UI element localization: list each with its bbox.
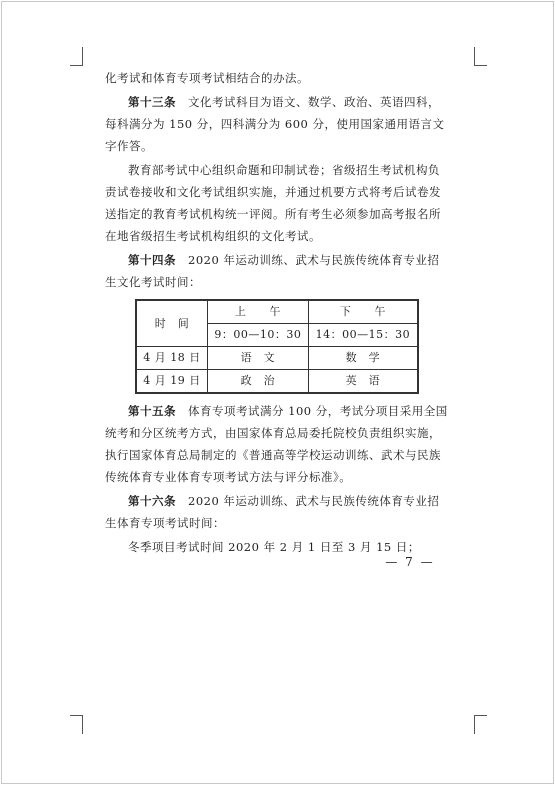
afternoon-time: 14：00—15：30 bbox=[308, 324, 418, 347]
crop-mark-bottom-left bbox=[70, 715, 83, 734]
paragraph-text: 化考试和体育专项考试相结合的办法。 bbox=[105, 71, 309, 85]
exam-schedule-table bbox=[135, 299, 419, 394]
paragraph-text: 教育部考试中心组织命题和印制试卷；省级招生考试机构负责试卷接收和文化考试组织实施，并通过机要方式将考后试卷发送指定的教育考试机构统一评阅。所有考生必须参加高考报名所在地省级招生考试机构组织的文化考试。 bbox=[105, 163, 441, 243]
header-time: 时 间 bbox=[136, 300, 208, 347]
table-row bbox=[136, 347, 418, 370]
row-afternoon-subject: 数 学 bbox=[308, 347, 418, 370]
paragraph bbox=[105, 67, 451, 89]
article-15 bbox=[105, 400, 451, 488]
article-14 bbox=[105, 249, 451, 293]
paragraph-text: 2020 年运动训练、武术与民族传统体育专业招生文化考试时间： bbox=[105, 253, 440, 289]
row-afternoon-subject: 英 语 bbox=[308, 370, 418, 394]
row-morning-subject: 政 治 bbox=[208, 370, 309, 394]
row-date: 4 月 19 日 bbox=[136, 370, 208, 394]
crop-mark-top-right bbox=[474, 47, 487, 66]
article-label: 第十四条 bbox=[128, 253, 176, 267]
row-morning-subject: 语 文 bbox=[208, 347, 309, 370]
paragraph-text: 文化考试科目为语文、数学、政治、英语四科，每科满分为 150 分，四科满分为 600 分，使用国家通用语言文字作答。 bbox=[105, 95, 445, 153]
table-row bbox=[136, 370, 418, 394]
article-label: 第十五条 bbox=[128, 404, 176, 418]
header-afternoon: 下 午 bbox=[308, 300, 418, 324]
paragraph-text: 冬季项目考试时间 2020 年 2 月 1 日至 3 月 15 日； bbox=[128, 540, 420, 554]
morning-time: 9：00—10：30 bbox=[208, 324, 309, 347]
paragraph-text: 体育专项考试满分 100 分，考试分项目采用全国统考和分区统考方式，由国家体育总局委托院校负责组织实施，执行国家体育总局制定的《普通高等学校运动训练、武术与民族传统体育专业体育专项考试方法与评分标准》。 bbox=[105, 404, 448, 484]
article-16 bbox=[105, 490, 451, 534]
document-body bbox=[105, 67, 451, 560]
article-label: 第十六条 bbox=[128, 494, 176, 508]
paragraph bbox=[105, 159, 451, 247]
article-label: 第十三条 bbox=[128, 95, 176, 109]
article-13 bbox=[105, 91, 451, 157]
page-number: — 7 — bbox=[385, 555, 435, 569]
crop-mark-bottom-right bbox=[474, 715, 487, 734]
header-morning: 上 午 bbox=[208, 300, 309, 324]
crop-mark-top-left bbox=[70, 47, 83, 66]
row-date: 4 月 18 日 bbox=[136, 347, 208, 370]
paragraph-text: 2020 年运动训练、武术与民族传统体育专业招生体育专项考试时间： bbox=[105, 494, 440, 530]
